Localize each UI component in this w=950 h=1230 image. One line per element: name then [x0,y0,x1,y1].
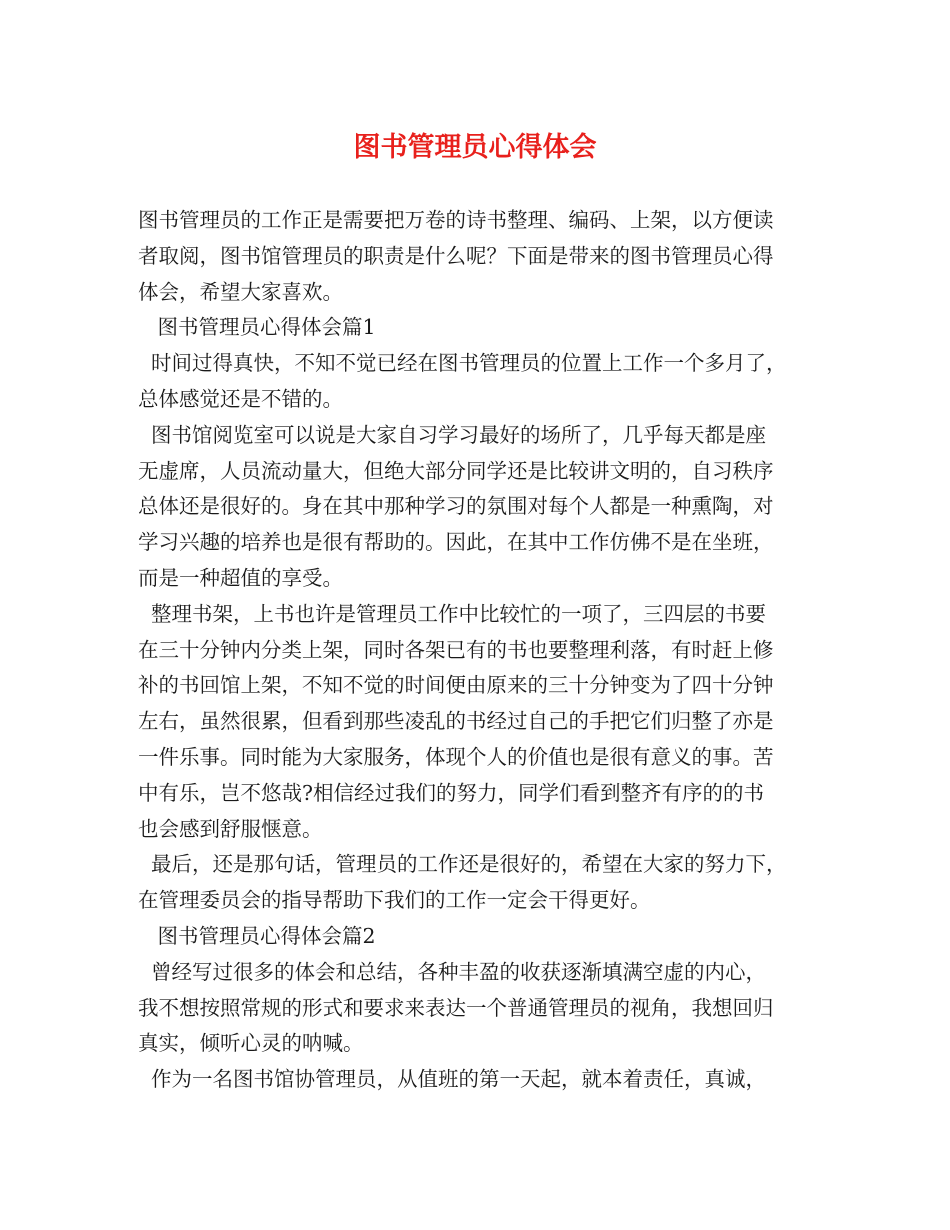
body-line: 最后，还是那句话，管理员的工作还是很好的，希望在大家的努力下， [138,852,787,877]
body-line: 整理书架，上书也许是管理员工作中比较忙的一项了，三四层的书要 [138,601,767,626]
body-line: 无虚席，人员流动量大，但绝大部分同学还是比较讲文明的，自习秩序 [138,458,774,483]
body-line: 一件乐事。同时能为大家服务，体现个人的价值也是很有意义的事。苦 [138,744,774,769]
body-line: 中有乐，岂不悠哉?相信经过我们的努力，同学们看到整齐有序的的书 [138,780,764,805]
document-body [138,203,838,1098]
section-heading: 图书管理员心得体会篇1 [138,315,376,340]
body-line: 而是一种超值的享受。 [138,565,343,590]
body-line: 补的书回馆上架，不知不觉的时间便由原来的三十分钟变为了四十分钟 [138,673,774,698]
body-line: 作为一名图书馆协管理员，从值班的第一天起，就本着责任，真诚， [138,1067,767,1092]
body-line: 时间过得真快，不知不觉已经在图书管理员的位置上工作一个多月了， [138,351,787,376]
body-line: 图书馆阅览室可以说是大家自习学习最好的场所了，几乎每天都是座 [138,422,767,447]
body-line: 者取阅，图书馆管理员的职责是什么呢？下面是带来的图书管理员心得 [138,243,774,268]
document-title: 图书管理员心得体会 [353,132,597,163]
body-line: 学习兴趣的培养也是很有帮助的。因此，在其中工作仿佛不是在坐班， [138,530,774,555]
body-line: 也会感到舒服惬意。 [138,816,323,841]
body-line: 总体感觉还是不错的。 [138,386,343,411]
body-line: 左右，虽然很累，但看到那些凌乱的书经过自己的手把它们归整了亦是 [138,709,774,734]
body-line: 体会，希望大家喜欢。 [138,279,343,304]
body-line: 曾经写过很多的体会和总结，各种丰盈的收获逐渐填满空虚的内心， [138,959,767,984]
body-line: 图书管理员的工作正是需要把万卷的诗书整理、编码、上架，以方便读 [138,208,774,232]
section-heading: 图书管理员心得体会篇2 [138,923,376,948]
body-line: 我不想按照常规的形式和要求来表达一个普通管理员的视角，我想回归 [138,995,774,1020]
body-line: 总体还是很好的。身在其中那种学习的氛围对每个人都是一种熏陶，对 [138,494,774,519]
body-line: 真实，倾听心灵的呐喊。 [138,1031,364,1056]
body-line: 在三十分钟内分类上架，同时各架已有的书也要整理利落，有时赶上修 [138,637,774,662]
body-line: 在管理委员会的指导帮助下我们的工作一定会干得更好。 [138,888,651,913]
